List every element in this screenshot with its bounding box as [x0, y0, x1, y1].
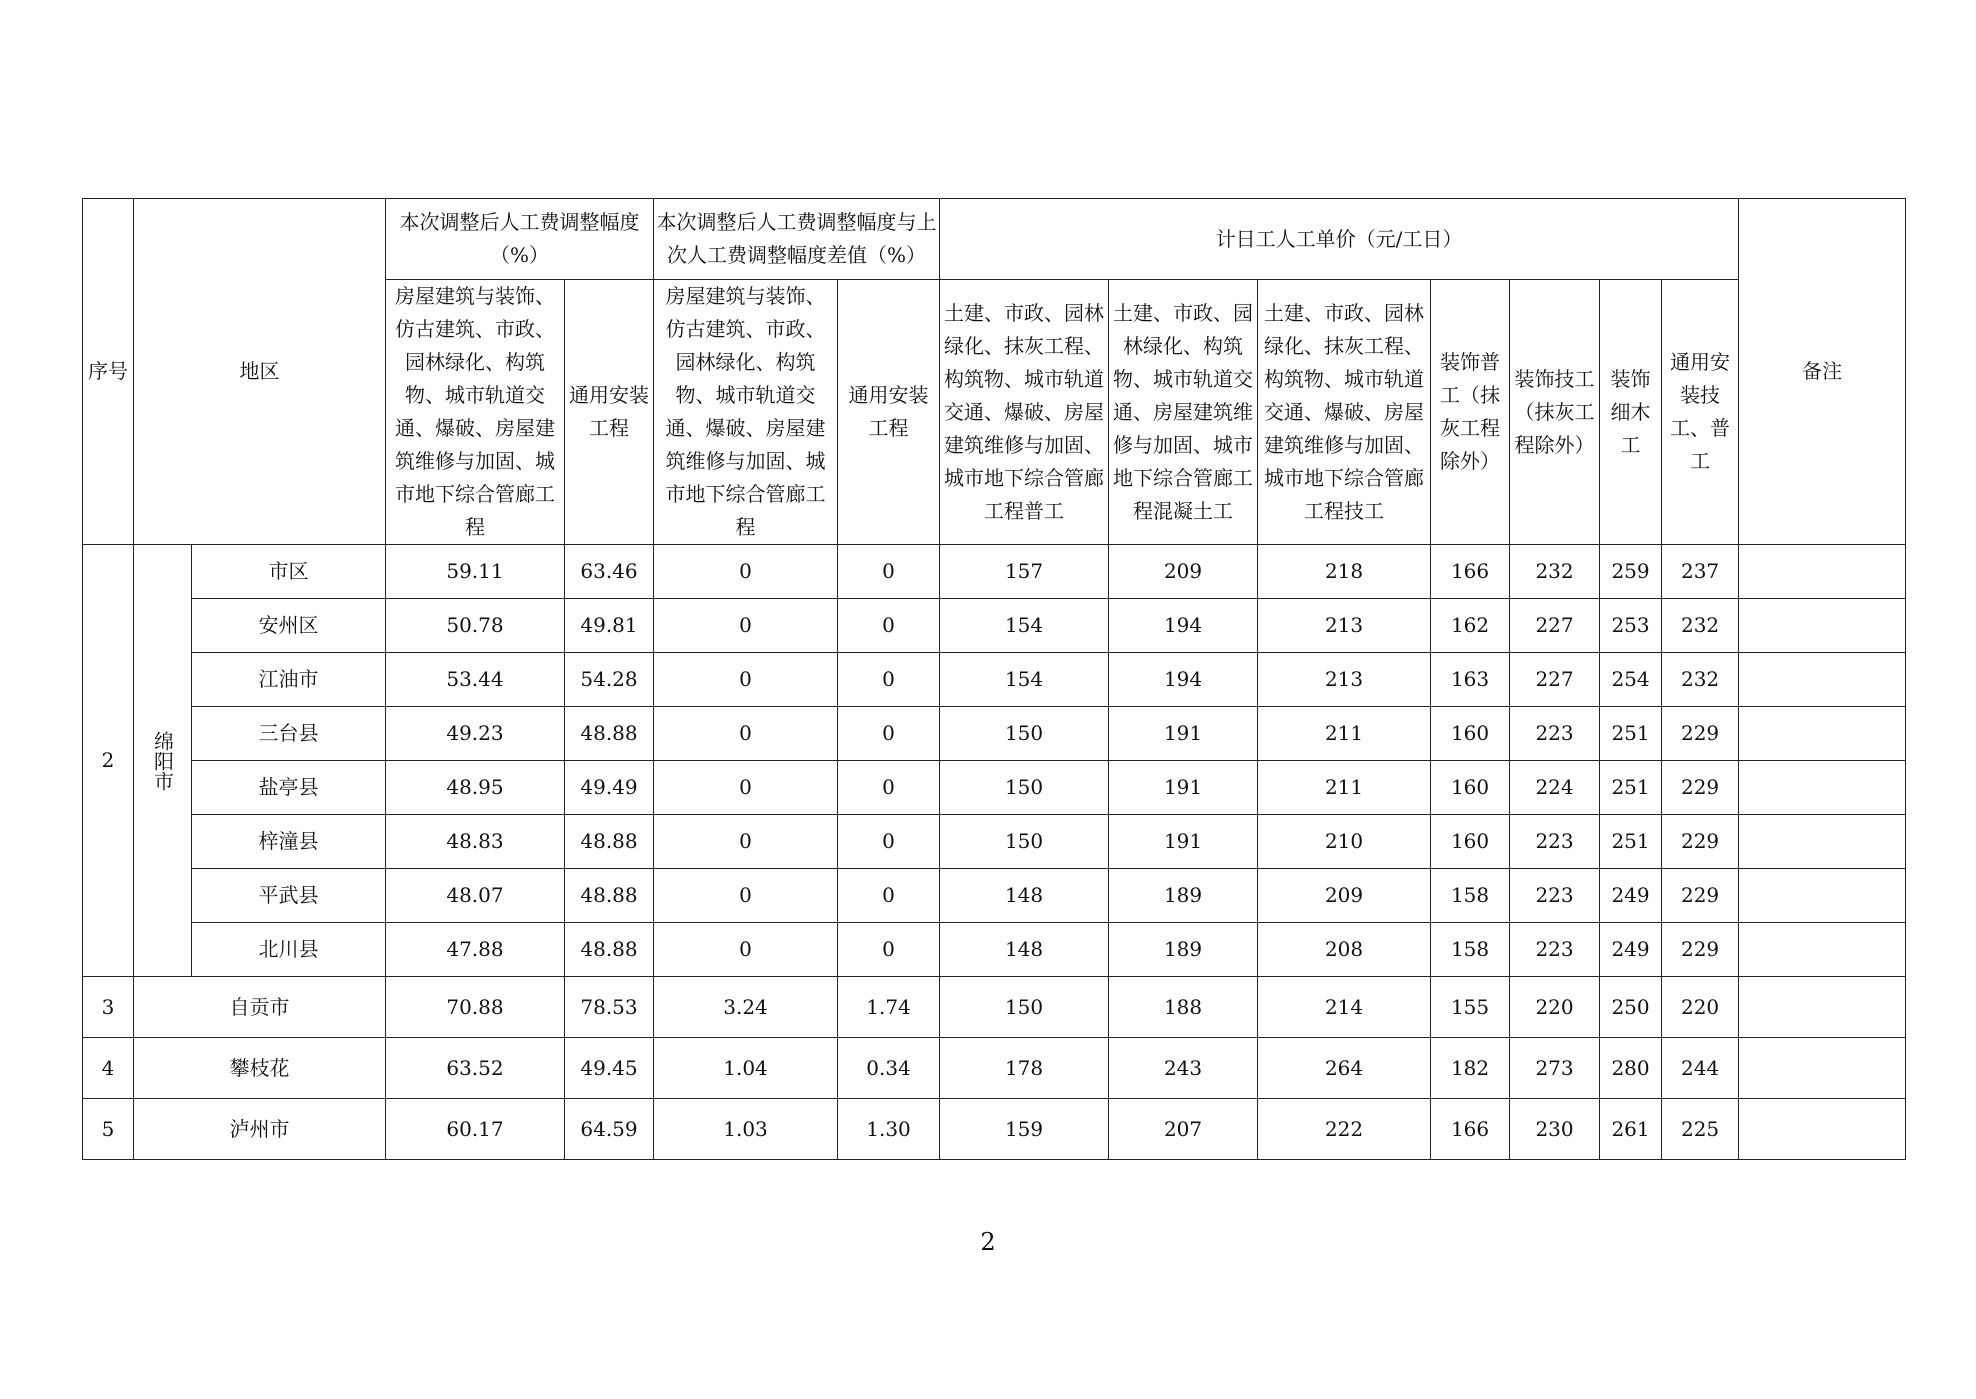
- header-price-group: 计日工人工单价（元/工日）: [940, 199, 1739, 280]
- table-cell: 0: [654, 761, 838, 815]
- table-row: [83, 923, 1906, 977]
- table-cell: 251: [1600, 707, 1662, 761]
- table-cell: 244: [1662, 1038, 1739, 1099]
- row-note: [1739, 707, 1906, 761]
- header-diff-install: 通用安装工程: [838, 280, 940, 545]
- table-cell: 273: [1510, 1038, 1600, 1099]
- header-civil-skilled: 土建、市政、园林绿化、抹灰工程、构筑物、城市轨道交通、爆破、房屋建筑维修与加固、城市地下综合管廊工程技工: [1258, 280, 1431, 545]
- table-cell: 232: [1510, 545, 1600, 599]
- table-cell: 0: [838, 815, 940, 869]
- row-seq: 4: [83, 1038, 134, 1099]
- table-cell: 178: [940, 1038, 1109, 1099]
- page-number: 2: [980, 1228, 996, 1256]
- table-cell: 160: [1431, 761, 1510, 815]
- table-row: [83, 815, 1906, 869]
- table-cell: 189: [1109, 869, 1258, 923]
- table-cell: 225: [1662, 1099, 1739, 1160]
- table-cell: 63.52: [386, 1038, 565, 1099]
- table-cell: 159: [940, 1099, 1109, 1160]
- table-cell: 150: [940, 815, 1109, 869]
- table-cell: 194: [1109, 653, 1258, 707]
- table-cell: 0: [838, 545, 940, 599]
- table-cell: 232: [1662, 653, 1739, 707]
- table-cell: 264: [1258, 1038, 1431, 1099]
- header-deco-wood: 装饰细木工: [1600, 280, 1662, 545]
- table-cell: 0: [654, 707, 838, 761]
- header-diff-group: 本次调整后人工费调整幅度与上次人工费调整幅度差值（%）: [654, 199, 940, 280]
- table-cell: 48.88: [565, 923, 654, 977]
- table-cell: 223: [1510, 707, 1600, 761]
- table-cell: 280: [1600, 1038, 1662, 1099]
- table-cell: 148: [940, 869, 1109, 923]
- table-cell: 254: [1600, 653, 1662, 707]
- header-install-worker: 通用安装技工、普工: [1662, 280, 1739, 545]
- table-cell: 223: [1510, 869, 1600, 923]
- table-cell: 48.95: [386, 761, 565, 815]
- header-adjust-group: 本次调整后人工费调整幅度（%）: [386, 199, 654, 280]
- table-cell: 0: [838, 707, 940, 761]
- table-cell: 230: [1510, 1099, 1600, 1160]
- table-cell: 191: [1109, 761, 1258, 815]
- row-district: 盐亭县: [192, 761, 386, 815]
- table-row: [83, 653, 1906, 707]
- table-cell: 250: [1600, 977, 1662, 1038]
- row-district: 江油市: [192, 653, 386, 707]
- table-cell: 191: [1109, 815, 1258, 869]
- table-cell: 220: [1510, 977, 1600, 1038]
- row-note: [1739, 1099, 1906, 1160]
- row-note: [1739, 1038, 1906, 1099]
- table-cell: 213: [1258, 653, 1431, 707]
- table-cell: 210: [1258, 815, 1431, 869]
- table-cell: 223: [1510, 815, 1600, 869]
- table-cell: 48.83: [386, 815, 565, 869]
- table-cell: 162: [1431, 599, 1510, 653]
- table-cell: 157: [940, 545, 1109, 599]
- table-cell: 211: [1258, 707, 1431, 761]
- table-cell: 227: [1510, 599, 1600, 653]
- table-cell: 227: [1510, 653, 1600, 707]
- table-cell: 59.11: [386, 545, 565, 599]
- row-note: [1739, 815, 1906, 869]
- table-cell: 222: [1258, 1099, 1431, 1160]
- table-cell: 209: [1109, 545, 1258, 599]
- row-district: 安州区: [192, 599, 386, 653]
- header-civil-general: 土建、市政、园林绿化、抹灰工程、构筑物、城市轨道交通、爆破、房屋建筑维修与加固、城市地下综合管廊工程普工: [940, 280, 1109, 545]
- table-cell: 50.78: [386, 599, 565, 653]
- table-cell: 49.23: [386, 707, 565, 761]
- table-cell: 218: [1258, 545, 1431, 599]
- row-region: 泸州市: [134, 1099, 386, 1160]
- header-seq: 序号: [83, 199, 134, 545]
- table-cell: 243: [1109, 1038, 1258, 1099]
- row-district: 北川县: [192, 923, 386, 977]
- header-civil-concrete: 土建、市政、园林绿化、构筑物、城市轨道交通、房屋建筑维修与加固、城市地下综合管廊工程混凝土工: [1109, 280, 1258, 545]
- table-cell: 70.88: [386, 977, 565, 1038]
- table-cell: 1.30: [838, 1099, 940, 1160]
- row-seq: 3: [83, 977, 134, 1038]
- table-cell: 154: [940, 653, 1109, 707]
- table-cell: 229: [1662, 923, 1739, 977]
- table-cell: 0: [838, 599, 940, 653]
- table-cell: 166: [1431, 545, 1510, 599]
- table-cell: 53.44: [386, 653, 565, 707]
- header-note: 备注: [1739, 199, 1906, 545]
- table-cell: 0: [654, 599, 838, 653]
- row-note: [1739, 923, 1906, 977]
- table-cell: 251: [1600, 761, 1662, 815]
- table-cell: 0.34: [838, 1038, 940, 1099]
- table-cell: 211: [1258, 761, 1431, 815]
- header-adjust-building: 房屋建筑与装饰、仿古建筑、市政、园林绿化、构筑物、城市轨道交通、爆破、房屋建筑维修与加固、城市地下综合管廊工程: [386, 280, 565, 545]
- row-note: [1739, 977, 1906, 1038]
- table-cell: 237: [1662, 545, 1739, 599]
- table-cell: 229: [1662, 815, 1739, 869]
- table-cell: 150: [940, 761, 1109, 815]
- table-cell: 220: [1662, 977, 1739, 1038]
- table-cell: 189: [1109, 923, 1258, 977]
- table-cell: 0: [654, 923, 838, 977]
- table-cell: 63.46: [565, 545, 654, 599]
- table-cell: 182: [1431, 1038, 1510, 1099]
- header-diff-building: 房屋建筑与装饰、仿古建筑、市政、园林绿化、构筑物、城市轨道交通、爆破、房屋建筑维修与加固、城市地下综合管廊工程: [654, 280, 838, 545]
- row-seq: 5: [83, 1099, 134, 1160]
- table-cell: 249: [1600, 923, 1662, 977]
- row-district: 三台县: [192, 707, 386, 761]
- row-note: [1739, 653, 1906, 707]
- table-cell: 0: [654, 653, 838, 707]
- table-cell: 253: [1600, 599, 1662, 653]
- row-note: [1739, 545, 1906, 599]
- table-cell: 166: [1431, 1099, 1510, 1160]
- table-cell: 224: [1510, 761, 1600, 815]
- table-cell: 48.88: [565, 869, 654, 923]
- table-cell: 251: [1600, 815, 1662, 869]
- table-cell: 150: [940, 977, 1109, 1038]
- table-cell: 47.88: [386, 923, 565, 977]
- table-row: [83, 599, 1906, 653]
- header-deco-skilled: 装饰技工（抹灰工程除外）: [1510, 280, 1600, 545]
- row-note: [1739, 761, 1906, 815]
- row-seq: 2: [83, 545, 134, 977]
- table-cell: 78.53: [565, 977, 654, 1038]
- row-region: 攀枝花: [134, 1038, 386, 1099]
- table-cell: 158: [1431, 869, 1510, 923]
- table-cell: 188: [1109, 977, 1258, 1038]
- table-cell: 214: [1258, 977, 1431, 1038]
- table-cell: 48.88: [565, 815, 654, 869]
- table-cell: 194: [1109, 599, 1258, 653]
- row-note: [1739, 869, 1906, 923]
- table-cell: 229: [1662, 707, 1739, 761]
- table-cell: 1.03: [654, 1099, 838, 1160]
- table-cell: 148: [940, 923, 1109, 977]
- table-cell: 160: [1431, 815, 1510, 869]
- table-cell: 0: [838, 923, 940, 977]
- header-adjust-install: 通用安装工程: [565, 280, 654, 545]
- table-cell: 191: [1109, 707, 1258, 761]
- table-cell: 1.74: [838, 977, 940, 1038]
- table-cell: 213: [1258, 599, 1431, 653]
- table-cell: 155: [1431, 977, 1510, 1038]
- table-cell: 229: [1662, 869, 1739, 923]
- table-cell: 0: [654, 869, 838, 923]
- table-cell: 54.28: [565, 653, 654, 707]
- table-cell: 223: [1510, 923, 1600, 977]
- table-cell: 0: [838, 869, 940, 923]
- table-cell: 249: [1600, 869, 1662, 923]
- table-cell: 64.59: [565, 1099, 654, 1160]
- table-cell: 0: [838, 761, 940, 815]
- table-cell: 60.17: [386, 1099, 565, 1160]
- table-cell: 0: [654, 545, 838, 599]
- table-cell: 259: [1600, 545, 1662, 599]
- table-cell: 154: [940, 599, 1109, 653]
- table-cell: 229: [1662, 761, 1739, 815]
- row-district: 市区: [192, 545, 386, 599]
- table-cell: 48.07: [386, 869, 565, 923]
- row-district: 平武县: [192, 869, 386, 923]
- table-row: [83, 1038, 1906, 1099]
- table-cell: 163: [1431, 653, 1510, 707]
- row-city: 绵阳市: [134, 545, 192, 977]
- row-region: 自贡市: [134, 977, 386, 1038]
- table-cell: 208: [1258, 923, 1431, 977]
- table-row: [83, 707, 1906, 761]
- table-cell: 49.45: [565, 1038, 654, 1099]
- table-row: [83, 1099, 1906, 1160]
- table-cell: 207: [1109, 1099, 1258, 1160]
- table-cell: 160: [1431, 707, 1510, 761]
- table-cell: 209: [1258, 869, 1431, 923]
- header-deco-general: 装饰普工（抹灰工程除外）: [1431, 280, 1510, 545]
- header-region: 地区: [134, 199, 386, 545]
- table-cell: 49.49: [565, 761, 654, 815]
- table-cell: 150: [940, 707, 1109, 761]
- labor-cost-table: [82, 198, 1906, 1160]
- table-cell: 1.04: [654, 1038, 838, 1099]
- table-row: [83, 545, 1906, 599]
- table-row: [83, 761, 1906, 815]
- table-cell: 0: [838, 653, 940, 707]
- table-cell: 232: [1662, 599, 1739, 653]
- row-note: [1739, 599, 1906, 653]
- row-district: 梓潼县: [192, 815, 386, 869]
- table-cell: 49.81: [565, 599, 654, 653]
- table-row: [83, 977, 1906, 1038]
- table-cell: 158: [1431, 923, 1510, 977]
- table-row: [83, 869, 1906, 923]
- table-cell: 261: [1600, 1099, 1662, 1160]
- table-cell: 3.24: [654, 977, 838, 1038]
- table-cell: 0: [654, 815, 838, 869]
- table-cell: 48.88: [565, 707, 654, 761]
